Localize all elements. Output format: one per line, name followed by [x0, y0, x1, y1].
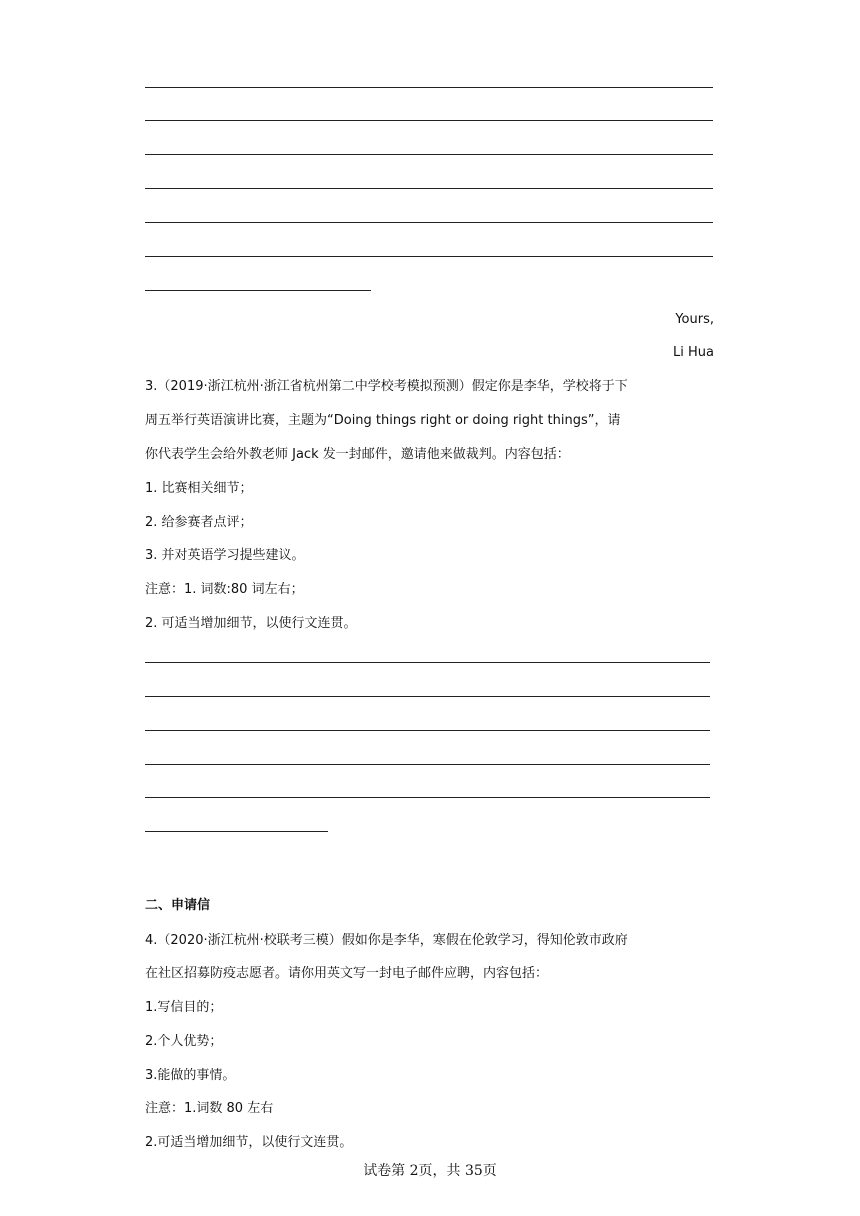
q4-note: 2.可适当增加细节，以使行文连贯。: [145, 1135, 353, 1150]
q3-line: 你代表学生会给外教老师 Jack 发一封邮件，邀请他来做裁判。内容包括：: [145, 447, 570, 462]
answer-line: [145, 154, 713, 155]
q3-line: 3.（2019·浙江杭州·浙江省杭州第二中学校考模拟预测）假定你是李华，学校将于下: [145, 379, 628, 394]
answer-line-short: [145, 290, 371, 291]
q3-note: 2. 可适当增加细节，以使行文连贯。: [145, 616, 357, 631]
answer-line: [145, 256, 713, 257]
page-footer: 试卷第 2页，共 35页: [363, 1163, 497, 1179]
q4-line: 在社区招募防疫志愿者。请你用英文写一封电子邮件应聘，内容包括：: [145, 966, 549, 981]
answer-line: [145, 662, 710, 663]
q3-line: 周五举行英语演讲比赛，主题为“Doing things right or doing right things”，请: [145, 413, 621, 428]
answer-line: [145, 730, 710, 731]
answer-line: [145, 188, 713, 189]
q4-item: 1.写信目的；: [145, 1000, 223, 1015]
answer-line: [145, 87, 713, 88]
q4-note: 注意：1.词数 80 左右: [145, 1101, 274, 1116]
answer-line-short: [145, 831, 328, 832]
answer-line: [145, 120, 713, 121]
letter-closing-yours: Yours,: [675, 312, 714, 327]
q4-item: 3.能做的事情。: [145, 1068, 236, 1083]
answer-line: [145, 222, 713, 223]
q4-item: 2.个人优势；: [145, 1034, 223, 1049]
q3-item: 2. 给参赛者点评；: [145, 515, 253, 530]
q3-item: 1. 比赛相关细节；: [145, 481, 253, 496]
q3-note: 注意：1. 词数:80 词左右；: [145, 582, 304, 597]
section-title: 二、申请信: [145, 898, 211, 913]
answer-line: [145, 696, 710, 697]
answer-line: [145, 764, 710, 765]
q4-line: 4.（2020·浙江杭州·校联考三模）假如你是李华，寒假在伦敦学习，得知伦敦市政府: [145, 933, 628, 948]
letter-closing-name: Li Hua: [673, 345, 714, 360]
answer-line: [145, 797, 710, 798]
q3-item: 3. 并对英语学习提些建议。: [145, 548, 305, 563]
